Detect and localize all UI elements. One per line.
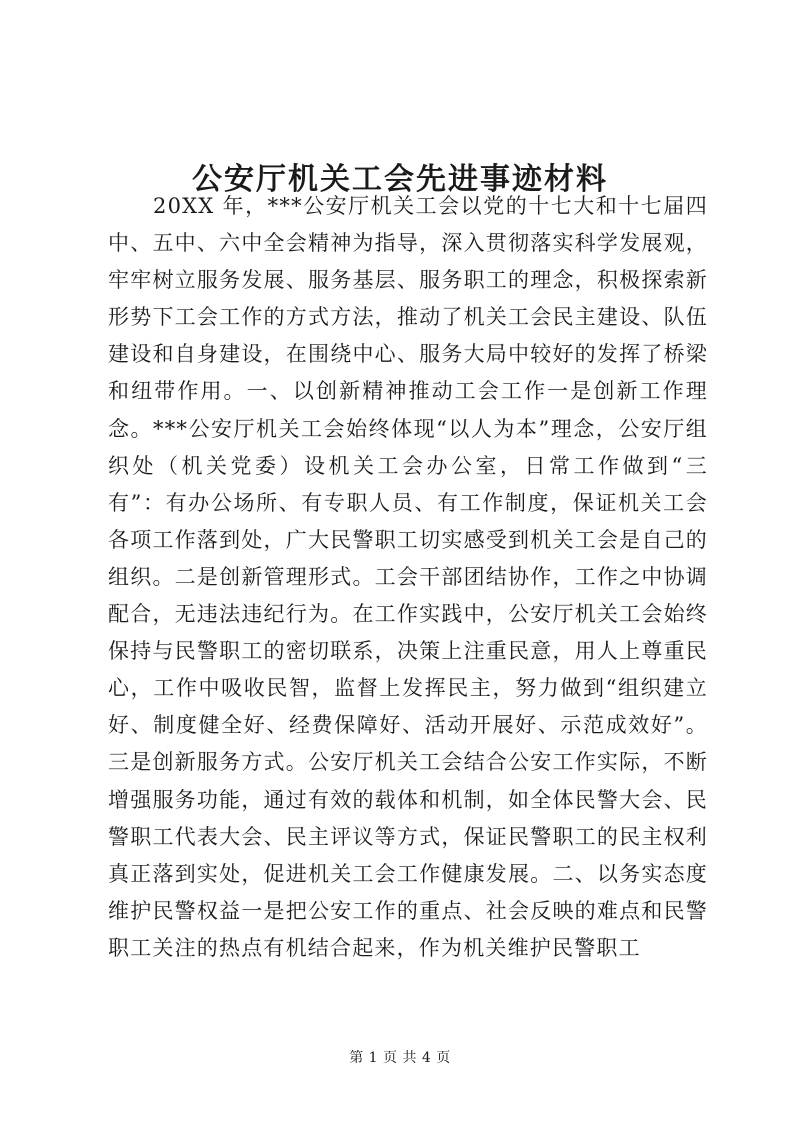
document-body-paragraph: 20XX 年，***公安厅机关工会以党的十七大和十七届四中、五中、六中全会精神为指导，深入贯彻落实科学发展观，牢牢树立服务发展、服务基层、服务职工的理念，积极探索新形势下工会工作的方式方法，推动了机关工会民主建设、队伍建设和自身建设，在围绕中心、服务大局中较好的发挥了桥梁和纽带作用。一、以创新精神推动工会工作一是创新工作理念。***公安厅机关工会始终体现“以人为本”理念，公安厅组织处（机关党委）设机关工会办公室，日常工作做到“三有”：有办公场所、有专职人员、有工作制度，保证机关工会各项工作落到处，广大民警职工切实感受到机关工会是自己的组织。二是创新管理形式。工会干部团结协作，工作之中协调配合，无违法违纪行为。在工作实践中，公安厅机关工会始终保持与民警职工的密切联系，决策上注重民意，用人上尊重民心，工作中吸收民智，监督上发挥民主，努力做到“组织建立好、制度健全好、经费保障好、活动开展好、示范成效好”。三是创新服务方式。公安厅机关工会结合公安工作实际，不断增强服务功能，通过有效的载体和机制，如全体民警大会、民警职工代表大会、民主评议等方式，保证民警职工的民主权利真正落到实处，促进机关工会工作健康发展。二、以务实态度维护民警权益一是把公安工作的重点、社会反映的难点和民警职工关注的热点有机结合起来，作为机关维护民警职工 xyxy=(108,194,708,960)
page-number-footer: 第 1 页 共 4 页 xyxy=(349,1050,451,1066)
document-title: 公安厅机关工会先进事迹材料 xyxy=(192,162,608,198)
